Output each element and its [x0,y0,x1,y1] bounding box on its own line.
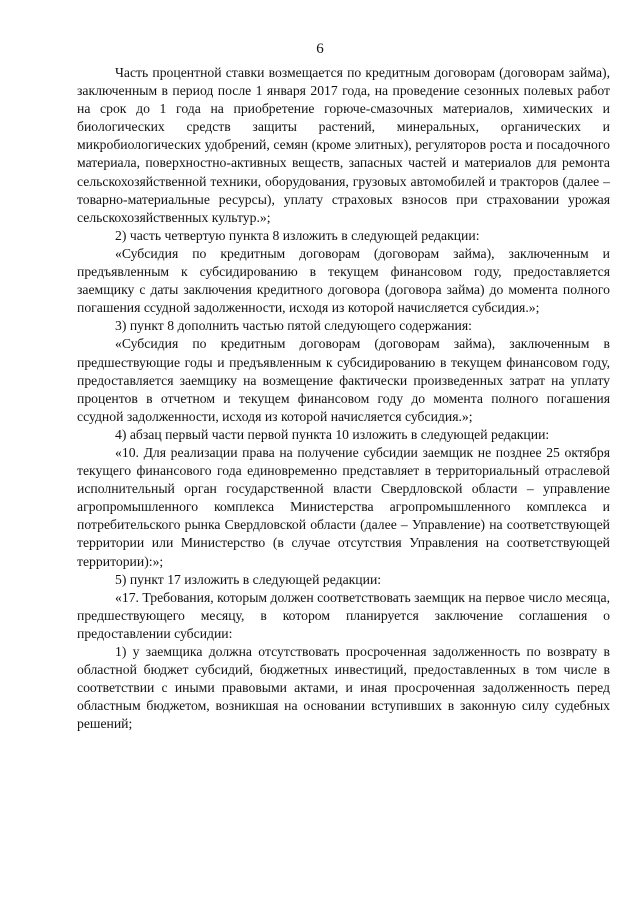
paragraph-interest-rate-compensation: Часть процентной ставки возмещается по кредитным договорам (договорам займа), заключенным в период после 1 января 2017 года, на проведение сезонных полевых работ на срок до 1 года на приобретение горюче-смазочных материалов, химических и биологических средств защиты растений, минеральных, органических и микробиологических удобрений, семян (кроме элитных), регуляторов роста и посадочного материала, поверхностно-активных веществ, запасных частей и материалов для ремонта сельскохозяйственной техники, оборудования, грузовых автомобилей и тракторов (далее – товарно-материальные ресурсы), уплату страховых взносов при страховании урожая сельскохозяйственных культур.»; [77,65,610,225]
paragraph-item-3-text: «Субсидия по кредитным договорам (договорам займа), заключенным в предшествующие годы и предъявленным к субсидированию в текущем финансовом году, предоставляется заемщику на возмещение фактически произведенных затрат на уплату процентов в отчетном и текущем финансовом году до момента полного погашения ссудной задолженности, исходя из которой начисляется субсидия.»; [77,336,610,424]
paragraph-requirement-1: 1) у заемщика должна отсутствовать просроченная задолженность по возврату в областной бюджет субсидий, бюджетных инвестиций, предоставленных в том числе в соответствии с иными правовыми актами, и иная просроченная задолженность перед областным бюджетом, возникшая на основании вступивших в законную силу судебных решений; [77,644,610,732]
paragraph-item-4-text: «10. Для реализации права на получение субсидии заемщик не позднее 25 октября текущего финансового года единовременно представляет в территориальный отраслевой исполнительный орган государственной власти Свердловской области – управление агропромышленного комплекса Министерства агропромышленного комплекса и потребительского рынка Свердловской области (далее – Управление) на соответствующей территории или Министерство (в случае отсутствия Управления на соответствующей территории):»; [77,444,610,569]
paragraph-item-2-text: «Субсидия по кредитным договорам (договорам займа), заключенным и предъявленным к субсидированию в текущем финансовом году, предоставляется заемщику с даты заключения кредитного договора (договора займа) до момента полного погашения ссудной задолженности, исходя из которой начисляется субсидия.»; [77,245,610,316]
paragraph-item-3-heading: 3) пункт 8 дополнить частью пятой следующего содержания: [115,318,472,334]
paragraph-item-5-text: «17. Требования, которым должен соответствовать заемщик на первое число месяца, предшествующего месяцу, в котором планируется заключение соглашения о предоставлении субсидии: [77,589,610,641]
paragraph-item-2-heading: 2) часть четвертую пункта 8 изложить в следующей редакции: [115,227,480,243]
document-body [77,64,610,733]
paragraph-item-4-heading: 4) абзац первый части первой пункта 10 изложить в следующей редакции: [115,426,550,442]
paragraph-item-5-heading: 5) пункт 17 изложить в следующей редакции: [115,571,382,587]
page-number: 6 [316,41,324,57]
